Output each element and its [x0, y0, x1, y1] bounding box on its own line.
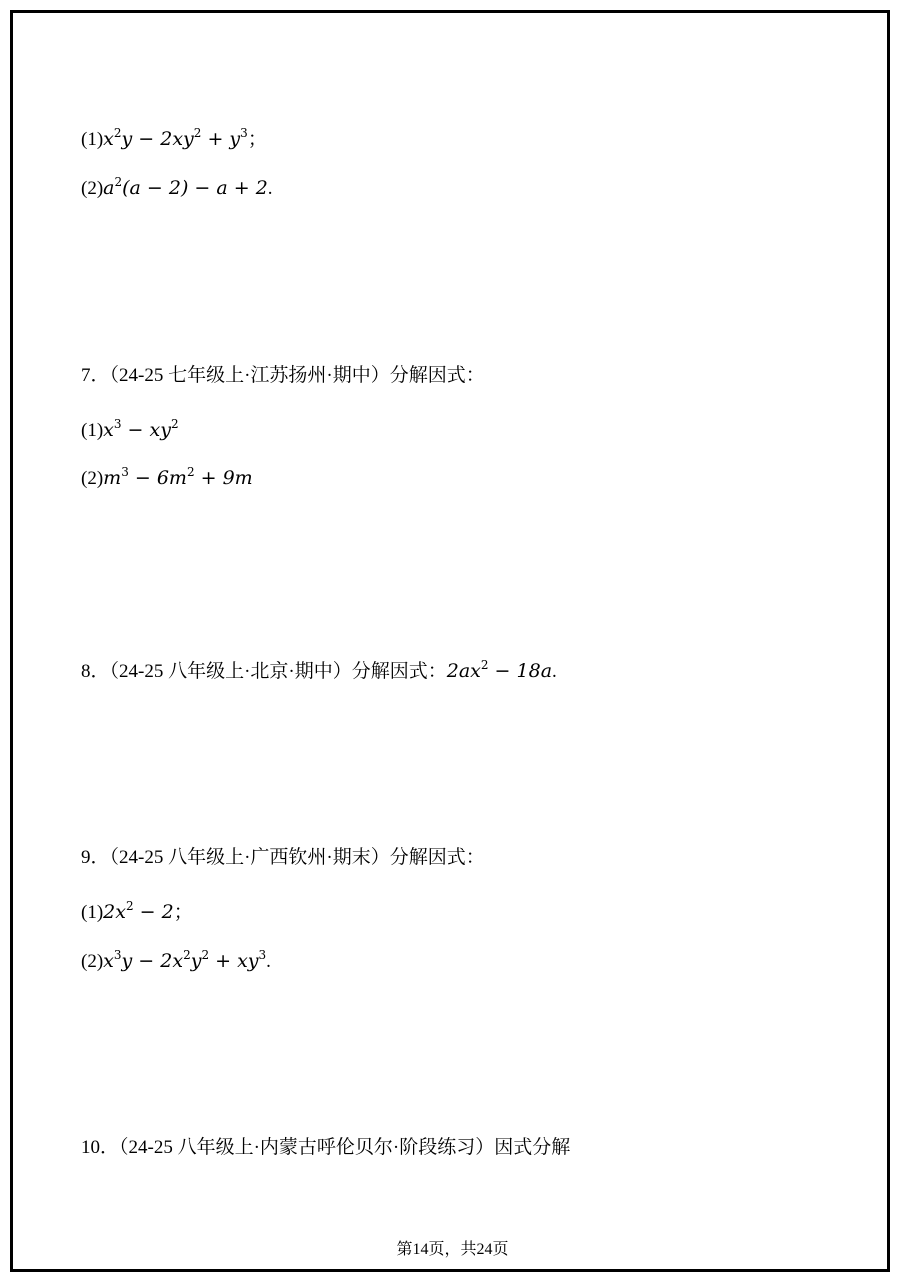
q9-part-2-expression: $x^3y - 2x^2y^2 + xy^3$ [103, 948, 267, 972]
q10-stem: 10．（24-25 八年级上·内蒙古呼伦贝尔·阶段练习）因式分解 [81, 1137, 571, 1158]
q6-part-1-expression: $x^2y - 2xy^2 + y^3$ [103, 126, 248, 150]
page-number-footer: 第14页，共24页 [396, 1241, 509, 1258]
q6-part-2: $(2)a^2(a - 2) - a + 2$. [81, 175, 273, 199]
q7-part-1-expression: $x^3 - xy^2$ [103, 417, 179, 441]
q7-part-2: $(2)m^3 - 6m^2 + 9m$ [81, 465, 253, 489]
q7-part-2-expression: $m^3 - 6m^2 + 9m$ [103, 465, 253, 489]
q8-expression: $2ax^2 - 18a$ [446, 658, 553, 682]
q8-stem: 8．（24-25 八年级上·北京·期中）分解因式：$2ax^2 - 18a$. [81, 658, 557, 682]
q9-part-1: $(1)2x^2 - 2$； [81, 899, 193, 923]
q6-part-2-expression: $a^2(a - 2) - a + 2$ [103, 175, 268, 199]
q7-part-1: $(1)x^3 - xy^2$ [81, 417, 179, 441]
q9-stem: 9．（24-25 八年级上·广西钦州·期末）分解因式： [81, 847, 485, 868]
q7-stem: 7．（24-25 七年级上·江苏扬州·期中）分解因式： [81, 365, 485, 386]
q9-part-2: $(2)x^3y - 2x^2y^2 + xy^3$. [81, 948, 271, 972]
q6-part-1: $(1)x^2y - 2xy^2 + y^3$； [81, 126, 267, 150]
q9-part-1-expression: $2x^2 - 2$ [103, 899, 174, 923]
